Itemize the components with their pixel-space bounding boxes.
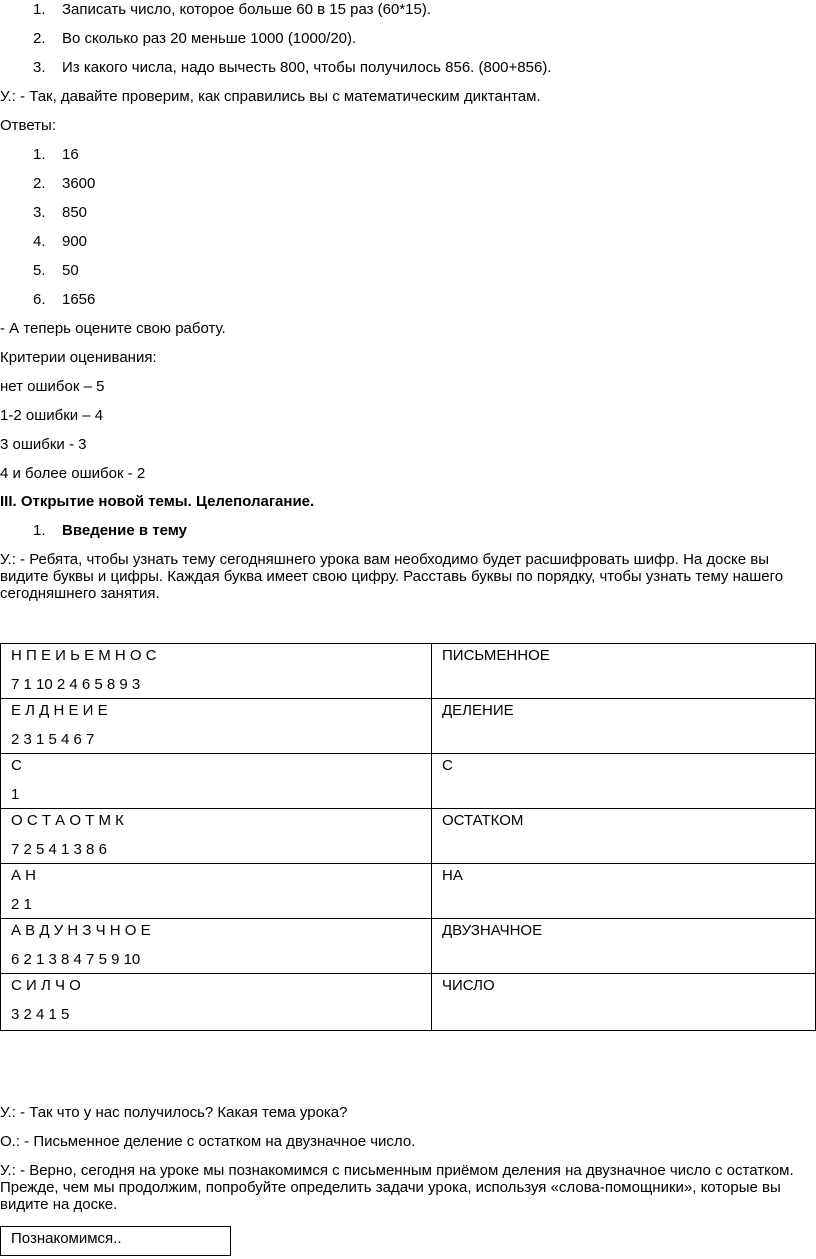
answer-number: 6. [33, 291, 46, 308]
cipher-digits: 2 1 [11, 896, 32, 913]
answer-number: 1. [33, 146, 46, 163]
cipher-cell [1, 919, 432, 974]
answer-value: 3600 [62, 175, 96, 192]
cipher-letters: А В Д У Н З Ч Н О Е [11, 922, 151, 939]
answers-label: Ответы: [0, 117, 57, 134]
table-row [1, 644, 816, 699]
cipher-cell [1, 754, 432, 809]
table-row [1, 919, 816, 974]
section-heading: III. Открытие новой темы. Целеполагание. [0, 493, 315, 510]
cipher-cell [1, 644, 432, 699]
closing-paragraph: У.: - Верно, сегодня на уроке мы познакомимся с письменным приёмом деления на двузначное число с остатком. Прежде, чем мы продолжим, попробуйте определить задачи урока, используя «слова-помощники», которые вы видите на доске. [0, 1162, 794, 1213]
cipher-digits: 2 3 1 5 4 6 7 [11, 731, 95, 748]
check-line: У.: - Так, давайте проверим, как справились вы с математическим диктантам. [0, 88, 541, 105]
cipher-word: НА [442, 867, 463, 884]
task-text: Записать число, которое больше 60 в 15 раз (60*15). [62, 1, 432, 18]
cipher-digits: 7 1 10 2 4 6 5 8 9 3 [11, 676, 141, 693]
answer-value: 50 [62, 262, 79, 279]
question-line: У.: - Так что у нас получилось? Какая тема урока? [0, 1104, 348, 1121]
answer-number: 5. [33, 262, 46, 279]
task-number: 2. [33, 30, 46, 47]
task-number: 1. [33, 1, 46, 18]
cipher-cell [1, 974, 432, 1031]
table-row [1, 699, 816, 754]
cipher-letters: О С Т А О Т М К [11, 812, 124, 829]
cipher-letters: А Н [11, 867, 37, 884]
cipher-word-cell [432, 644, 816, 699]
subsection-number: 1. [33, 522, 46, 539]
answer-number: 3. [33, 204, 46, 221]
table-row [1, 754, 816, 809]
criteria-label: Критерии оценивания: [0, 349, 157, 366]
cipher-table [0, 643, 816, 1031]
task-text: Из какого числа, надо вычесть 800, чтобы получилось 856. (800+856). [62, 59, 552, 76]
cipher-word-cell [432, 809, 816, 864]
answer-value: 900 [62, 233, 88, 250]
helper-word: Познакомимся.. [11, 1230, 122, 1247]
answer-value: 850 [62, 204, 88, 221]
cipher-word: ПИСЬМЕННОЕ [442, 647, 550, 664]
answer-value: 16 [62, 146, 79, 163]
cipher-letters: С И Л Ч О [11, 977, 81, 994]
task-text: Во сколько раз 20 меньше 1000 (1000/20). [62, 30, 357, 47]
cipher-word-cell [432, 699, 816, 754]
cipher-cell [1, 864, 432, 919]
cipher-digits: 6 2 1 3 8 4 7 5 9 10 [11, 951, 141, 968]
cipher-word-cell [432, 754, 816, 809]
table-row [1, 809, 816, 864]
criteria-item: 3 ошибки - 3 [0, 436, 87, 453]
cipher-digits: 1 [11, 786, 20, 803]
answer-number: 4. [33, 233, 46, 250]
cipher-cell [1, 809, 432, 864]
evaluate-line: - А теперь оцените свою работу. [0, 320, 226, 337]
cipher-word: ДВУЗНАЧНОЕ [442, 922, 543, 939]
cipher-cell [1, 699, 432, 754]
cipher-word: ЧИСЛО [442, 977, 495, 994]
criteria-item: нет ошибок – 5 [0, 378, 105, 395]
intro-paragraph: У.: - Ребята, чтобы узнать тему сегодняшнего урока вам необходимо будет расшифровать шифр. На доске вы видите буквы и цифры. Каждая буква имеет свою цифру. Расставь буквы по порядку, чтобы узнать тему нашего сегодняшнего занятия. [0, 551, 784, 602]
table-row [1, 974, 816, 1031]
cipher-word: ДЕЛЕНИЕ [442, 702, 514, 719]
criteria-item: 4 и более ошибок - 2 [0, 465, 146, 482]
cipher-word: С [442, 757, 453, 774]
table-row [1, 864, 816, 919]
task-number: 3. [33, 59, 46, 76]
cipher-word-cell [432, 864, 816, 919]
cipher-word: ОСТАТКОМ [442, 812, 524, 829]
answer-number: 2. [33, 175, 46, 192]
cipher-word-cell [432, 974, 816, 1031]
cipher-word-cell [432, 919, 816, 974]
answer-line: О.: - Письменное деление с остатком на двузначное число. [0, 1133, 416, 1150]
cipher-letters: С [11, 757, 22, 774]
criteria-item: 1-2 ошибки – 4 [0, 407, 104, 424]
helper-word-box [0, 1226, 231, 1256]
answer-value: 1656 [62, 291, 96, 308]
cipher-digits: 3 2 4 1 5 [11, 1006, 70, 1023]
cipher-letters: Н П Е И Ь Е М Н О С [11, 647, 157, 664]
cipher-digits: 7 2 5 4 1 3 8 6 [11, 841, 107, 858]
cipher-letters: Е Л Д Н Е И Е [11, 702, 108, 719]
subsection-title: Введение в тему [62, 522, 187, 539]
